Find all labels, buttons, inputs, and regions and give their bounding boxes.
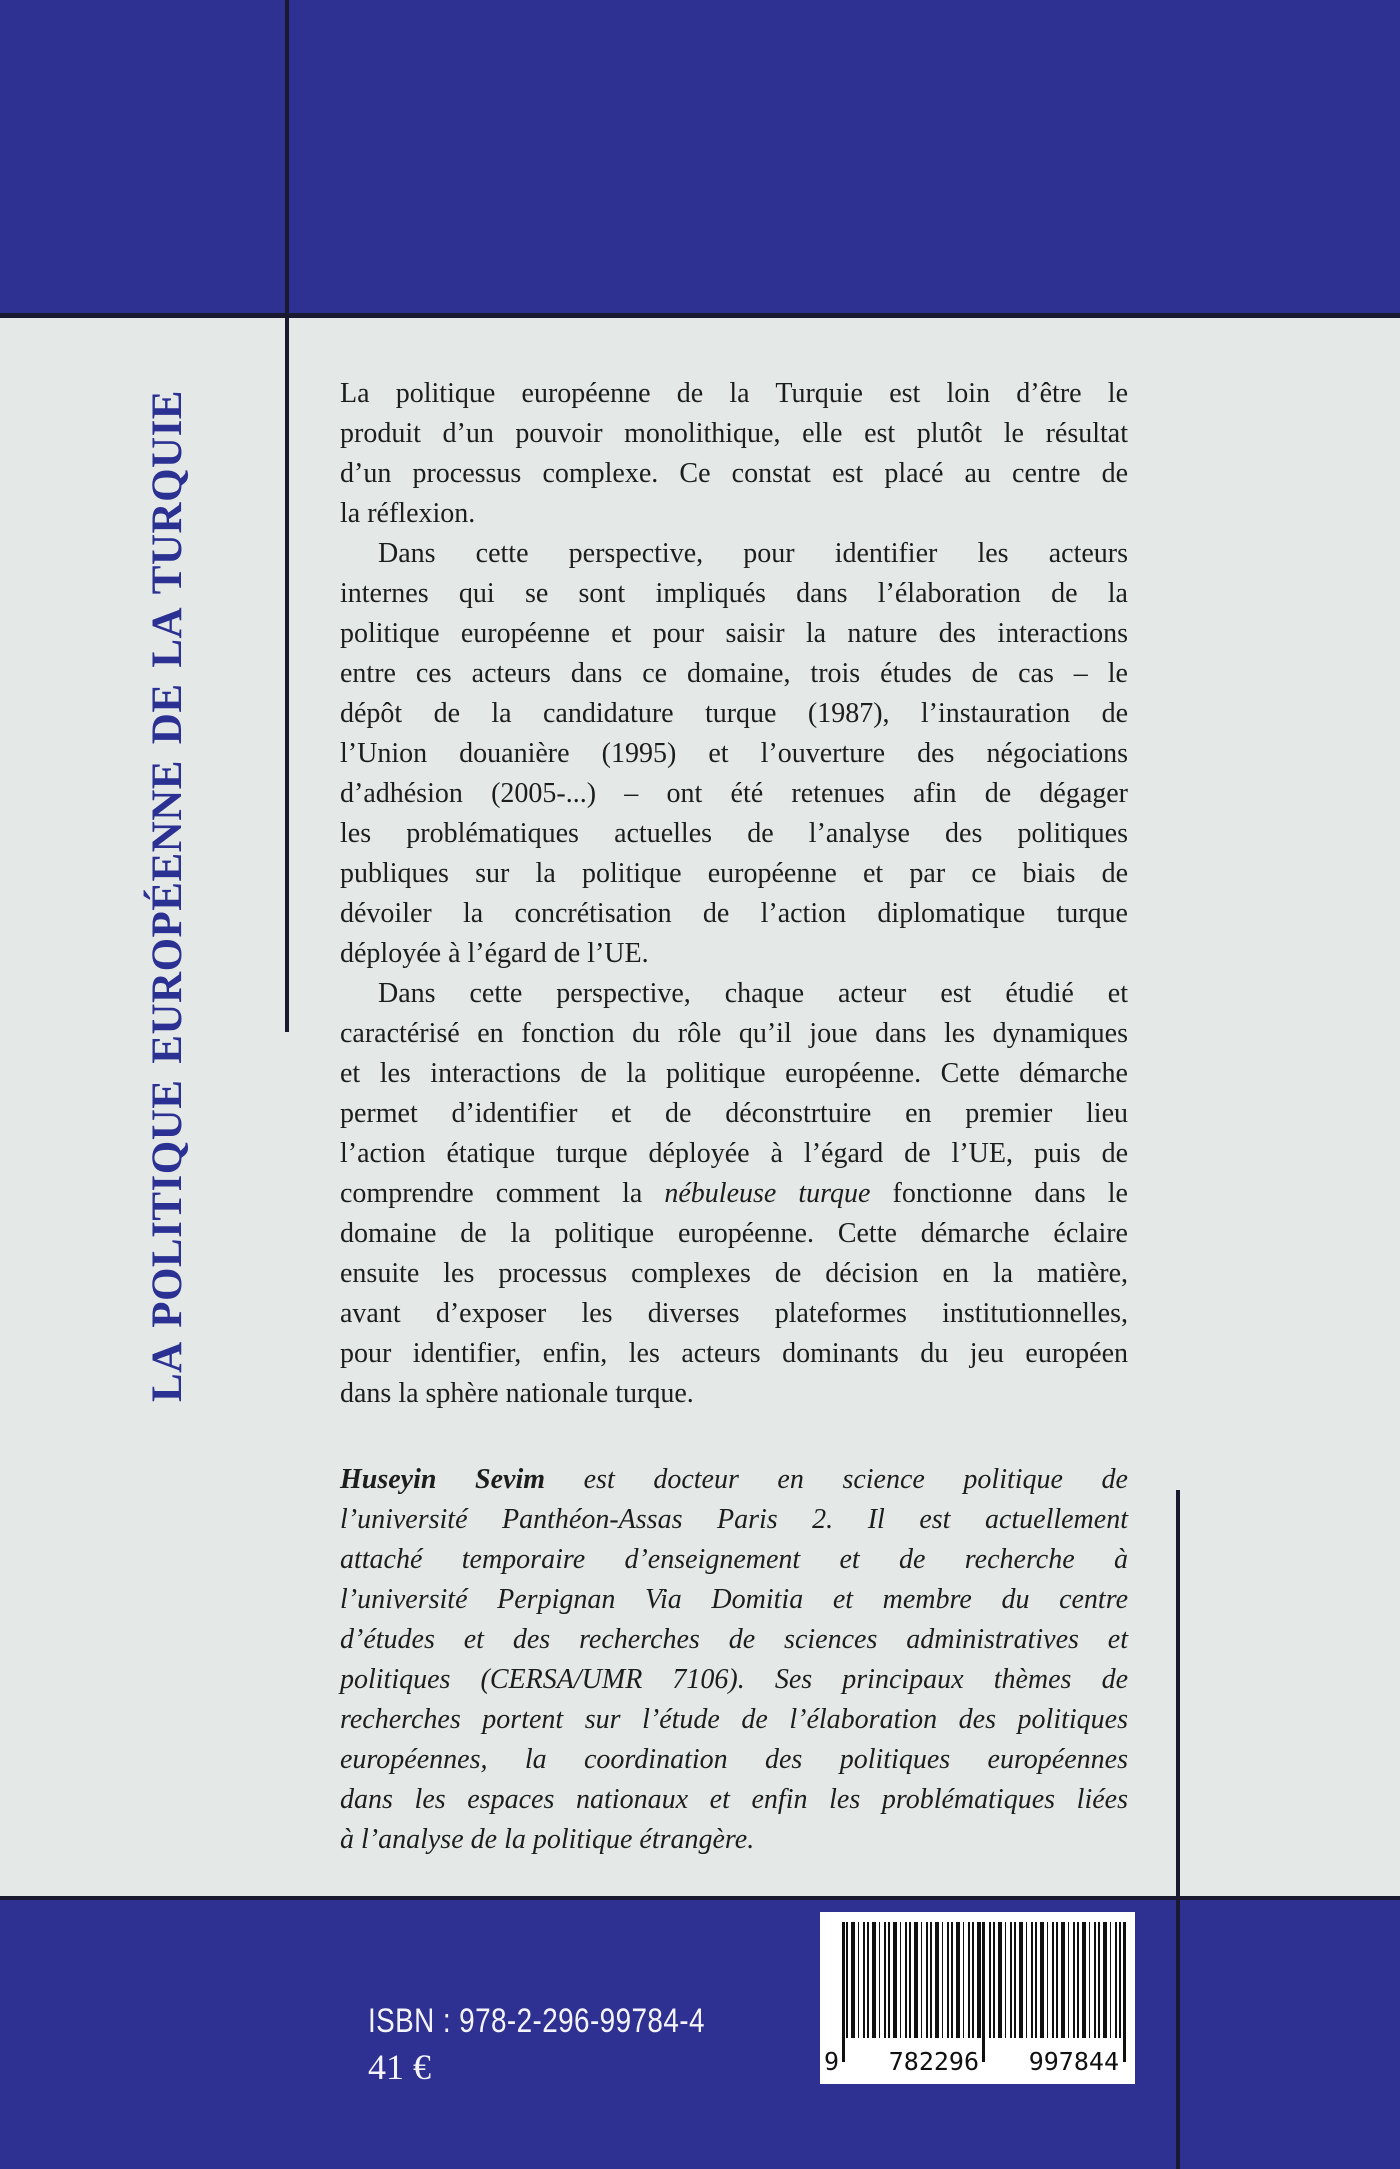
- text-line: [340, 1014, 1128, 1054]
- isbn-label: ISBN : 978-2-296-99784-4: [368, 2002, 705, 2040]
- barcode-digit-group: 997844: [1028, 2047, 1119, 2076]
- barcode-guard-middle: [982, 1922, 985, 2062]
- barcode: [820, 1912, 1135, 2084]
- text-segment: Huseyin Sevim: [340, 1464, 546, 1495]
- text-line: [340, 1054, 1128, 1094]
- text-line: [340, 854, 1128, 894]
- text-line: [340, 414, 1128, 454]
- text-segment: dans la sphère nationale turque.: [340, 1378, 694, 1409]
- text-line: [340, 1174, 1128, 1214]
- text-line: [340, 1374, 1128, 1414]
- text-segment: dépôt de la candidature turque (1987), l’instauration de: [340, 698, 1128, 729]
- text-line: [340, 1094, 1128, 1134]
- text-segment: domaine de la politique européenne. Cette démarche éclaire: [340, 1218, 1128, 1249]
- text-segment: ensuite les processus complexes de décision en la matière,: [340, 1258, 1128, 1289]
- author-bio: [340, 1460, 1128, 1860]
- text-line: [340, 1740, 1128, 1780]
- text-segment: l’université Panthéon-Assas Paris 2. Il est actuellement: [340, 1504, 1128, 1535]
- text-line: [340, 454, 1128, 494]
- text-segment: à l’analyse de la politique étrangère.: [340, 1824, 755, 1855]
- barcode-digits: [820, 2047, 1135, 2076]
- text-segment: entre ces acteurs dans ce domaine, trois études de cas – le: [340, 658, 1128, 689]
- barcode-digit-group: 9: [824, 2047, 840, 2076]
- text-segment: permet d’identifier et de déconstrtuire en premier lieu: [340, 1098, 1128, 1129]
- text-segment: l’action étatique turque déployée à l’égard de l’UE, puis de: [340, 1138, 1128, 1169]
- text-line: [340, 734, 1128, 774]
- text-line: [340, 1134, 1128, 1174]
- text-line: [340, 1700, 1128, 1740]
- text-segment: d’adhésion (2005-...) – ont été retenues afin de dégager: [340, 778, 1128, 809]
- text-line: [340, 1620, 1128, 1660]
- text-segment: comprendre comment la: [340, 1178, 665, 1209]
- text-segment: est docteur en science politique de: [545, 1464, 1128, 1495]
- left-fold-line: [285, 0, 289, 1032]
- text-line: [340, 1820, 1128, 1860]
- text-segment: recherches portent sur l’étude de l’élaboration des politiques: [340, 1704, 1128, 1735]
- text-segment: Dans cette perspective, chaque acteur est étudié et: [378, 978, 1128, 1009]
- body-text: [340, 374, 1128, 1414]
- text-segment: européennes, la coordination des politiques européennes: [340, 1744, 1128, 1775]
- price-label: 41 €: [368, 2047, 431, 2087]
- top-rule: [0, 313, 1400, 318]
- text-line: [340, 1254, 1128, 1294]
- barcode-guard-right: [1123, 1922, 1126, 2062]
- text-segment: publiques sur la politique européenne et par ce biais de: [340, 858, 1128, 889]
- text-segment: nébuleuse turque: [664, 1178, 871, 1209]
- text-segment: produit d’un pouvoir monolithique, elle est plutôt le résultat: [340, 418, 1128, 449]
- text-segment: fonctionne dans le: [870, 1178, 1128, 1209]
- text-line: [340, 374, 1128, 414]
- text-line: [340, 494, 1128, 534]
- text-segment: dans les espaces nationaux et enfin les problématiques liées: [340, 1784, 1128, 1815]
- text-line: [340, 1334, 1128, 1374]
- text-segment: La politique européenne de la Turquie est loin d’être le: [340, 378, 1128, 409]
- text-segment: et les interactions de la politique européenne. Cette démarche: [340, 1058, 1128, 1089]
- right-fold-line: [1176, 1490, 1180, 2169]
- text-line: [340, 1214, 1128, 1254]
- text-line: [340, 774, 1128, 814]
- text-segment: d’un processus complexe. Ce constat est placé au centre de: [340, 458, 1128, 489]
- spine-title: LA POLITIQUE EUROPÉENNE DE LA TURQUIE: [144, 390, 191, 1402]
- text-segment: attaché temporaire d’enseignement et de recherche à: [340, 1544, 1128, 1575]
- text-segment: internes qui se sont impliqués dans l’élaboration de la: [340, 578, 1128, 609]
- text-segment: politique européenne et pour saisir la nature des interactions: [340, 618, 1128, 649]
- text-line: [340, 1660, 1128, 1700]
- text-line: [340, 1540, 1128, 1580]
- text-line: [340, 654, 1128, 694]
- text-line: [340, 974, 1128, 1014]
- text-segment: pour identifier, enfin, les acteurs dominants du jeu européen: [340, 1338, 1128, 1369]
- text-line: [340, 694, 1128, 734]
- text-segment: avant d’exposer les diverses plateformes institutionnelles,: [340, 1298, 1128, 1329]
- text-segment: Dans cette perspective, pour identifier les acteurs: [378, 538, 1128, 569]
- text-line: [340, 1500, 1128, 1540]
- text-segment: dévoiler la concrétisation de l’action diplomatique turque: [340, 898, 1128, 929]
- text-segment: l’Union douanière (1995) et l’ouverture des négociations: [340, 738, 1128, 769]
- text-line: [340, 1580, 1128, 1620]
- text-line: [340, 534, 1128, 574]
- bottom-rule: [0, 1896, 1400, 1900]
- text-segment: d’études et des recherches de sciences administratives et: [340, 1624, 1128, 1655]
- text-line: [340, 614, 1128, 654]
- text-segment: la réflexion.: [340, 498, 476, 529]
- text-line: [340, 1294, 1128, 1334]
- text-line: [340, 934, 1128, 974]
- barcode-guard-left: [842, 1922, 845, 2062]
- text-line: [340, 814, 1128, 854]
- text-segment: déployée à l’égard de l’UE.: [340, 938, 649, 969]
- text-segment: politiques (CERSA/UMR 7106). Ses principaux thèmes de: [340, 1664, 1128, 1695]
- text-line: [340, 894, 1128, 934]
- text-segment: caractérisé en fonction du rôle qu’il joue dans les dynamiques: [340, 1018, 1128, 1049]
- barcode-digit-group: 782296: [888, 2047, 980, 2076]
- text-segment: l’université Perpignan Via Domitia et membre du centre: [340, 1584, 1128, 1615]
- text-segment: les problématiques actuelles de l’analyse des politiques: [340, 818, 1128, 849]
- text-line: [340, 1780, 1128, 1820]
- text-line: [340, 574, 1128, 614]
- text-line: [340, 1460, 1128, 1500]
